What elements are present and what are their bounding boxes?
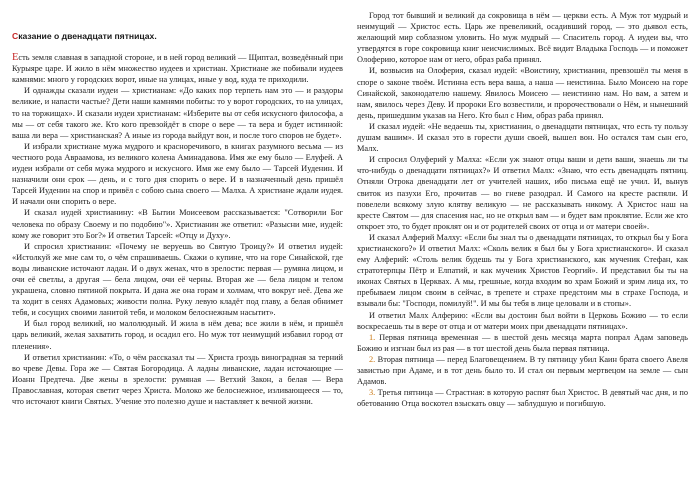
item-text: Первая пятница временная — в шестой день месяца марта попрал Адам заповедь Божию и изгнан был из рая — в тот шестой день была первая пятница. [357, 332, 688, 353]
item-number: 2. [369, 354, 376, 364]
paragraph: И, возвысив на Олоферия, сказал иудей: «Воистину, христианин, превзошёл ты меня в споре о законе твоём. Истинна есть вера ваша, а наша — неистинна. Было Моисею на горе Синайской, законодателю нашему. Явилось Моисею — неистинно нам. Но вам, а затем и нам, явилось через Деву. И пророки Его возвестили, и пророчествовали о Нём, и нынешний день, пришедшим указав на Него. Кто был с Ним, образ раба принял. [357, 66, 688, 120]
paragraph: И ответил христианин: «То, о чём рассказал ты — Христа гроздь виноградная за терний во чреве Девы. Гора же — Святая Богородица. А ладны ливанские, ладан источающие — Иоанн Предтеча. Две жены в зрелости: румяная — Ветхий Закон, а белая — Вера Православная, которая светит через Христа. Молоко же белоснежное, изливающееся — то, что источают книги Святых. Учение это полезно душе и наставляет к вечной жизни. [12, 352, 343, 406]
paragraph: И сказал иудей: «Не ведаешь ты, христианин, о двенадцати пятницах, что есть ту пользу душам вашим». И сказал это в горести души своей, вышел вон. Но остался там сын его, Малх. [357, 121, 688, 154]
paragraph: Город тот бывший и великий да сокровища в нём — церкви есть. А Муж тот мудрый и неимущий — Христос есть. Царь же превеликий, осадивший город, — это дьявол есть, желающий мир соблазном уловить. Но муж мудрый — Спаситель город. А иудеи вы, что утвердятся в горе сокровища книг неисчислимых. Всё видит Владыка Господь — и поможет Олоферию, которое нам от него, образ раба принял. [357, 11, 688, 65]
paragraph: И сказал Алферий Малху: «Если бы знал ты о двенадцати пятницах, то открыл бы у Бога христианского?» И ответил Малх: «Сколь велик я был бы у Бога христианского». И сказал ему Алферий: «Столь велик будешь ты у Бога христианского, как мученик Стефан, как стратотерпцы Пётр и Елпатий, и как мученик Христов Георгий». И представил бы ты на иконах Святых в Церквах. А мы, грешные, когда входим во храм Божий и зрим лица их, то пребываем лицом своим в сейчас, в трепете и страхе предстоим мы в страхе Господа, и взывали бы: "Господи, помилуй!". И мы бы тебя в лице целовали и в стопы». [357, 232, 688, 309]
paragraph: И был город великий, но малолюдный. И жила в нём дева; все жили в нём, и пришёл царь великий, желая захватить город, и осадил его. Но муж тот неимущий избавил город от пленения». [12, 319, 343, 351]
paragraph: И спросил христианин: «Почему не веруешь во Святую Троицу?» И ответил иудей: «Истолкуй же мне сам то, о чём спрашиваешь. Скажи о купине, что на горе Синайской, где воды ливанские источают ладан. И о двух женах, что в зрелости: первая — румяна лицом, и очи её светлы, а другая — бела лицом, очи её черны. Вторая же — бела лицом и телом украшена, словно пятиной покрыта. И дана же она горам и холмам, что вокруг неё. Дева же та ходит в сенях Адамовых; живости полна. Руку левую кладёт под главу, а белая обнимет тебя, и сосущих своими ланитой тебя, и молоком белоснежным насытит». [12, 241, 343, 318]
left-column [12, 10, 343, 495]
item-number: 1. [369, 332, 376, 342]
paragraph: И спросил Олуферий у Малха: «Если уж знают отцы ваши и дети ваши, знаешь ли ты что-нибудь о двенадцати пятницах?» И ответил Малх: «Знаю, что есть двенадцать пятниц. Отняли Отрока двенадцати лет от учителей наших, ибо письма ещё не учил. И, вынув свиток из пазухи Его, прочитав — во гневе разодрал. И Самого на кресте распяли. И повелели всякому злую клятву великую — не рассказывать никому. А Христос наш на кресте Святом — для спасения нас, но не открыл вам — и будет вам проклятие. Если же кто откроет это, то будет проклят он и от родителей своих от отца и от матери своей». [357, 155, 688, 231]
paragraph: И избрали христиане мужа мудрого и красноречивого, в книгах разумного весьма — из честного рода Авраамова, из великого колена Аминадавова. Имя же ему было — Елуфей. А иудеи избрали от себя мужа мудрого и искусного. Имя же ему было — Тарсей Иуденин. И назначили они срок — день, и с того дня спорить о вере. И в назначенный день пришёл Тарсей Иуденин на спор и привёл с собою сына своего — Малха. А христиане ждали иудея. И начали они спорить о вере. [12, 141, 343, 207]
paragraph: И ответил Малх Алферию: «Если вы достоин был войти в Церковь Божию — то если воскресаешь ты в вере от отца и от матери моих при двенадцати пятницах». [357, 310, 688, 331]
right-column [357, 10, 688, 495]
item-text: Вторая пятница — перед Благовещением. В ту пятницу убил Каин брата своего Авеля завистью при Адаме, и в тот день было то. И стал он первым мертвецом на земле — сын Адамов. [357, 354, 688, 387]
paragraph [12, 52, 343, 85]
paragraph: И однажды сказали иудеи — христианам: «До каких пор терпеть нам это — и раздоры великие, и напасти частые? Дети наши камнями побиты: то у ворот городских, то на улицах, то на торжищах». И сказали иудеи христианам: «Изберите вы от себя искусного философа, а мы — от себя такого же. Кто кого превзойдёт в споре о вере — та вера и будет истинной: ваша ли вера — христианская? А иные из города выйдут вон, и после того споров не будет». [12, 86, 343, 140]
title-text: казание о двенадцати пятницах. [18, 31, 157, 41]
friday-item [357, 332, 688, 354]
document-title [12, 31, 343, 42]
paragraph: И сказал иудей христианину: «В Бытии Моисеевом рассказывается: "Сотворили Бог человека по образу Своему и по подобию"». Христианин же ответил: «Разысни мне, иудей: кому же говорит это Бог?» И ответил Тарсей: «Отцу и Духу». [12, 208, 343, 240]
item-number: 3. [369, 388, 376, 398]
friday-item [357, 387, 688, 409]
paragraph-text: сть земля славная в западной стороне, и в ней город великий — Щиптал, возведённый при Курыяре царе. И жило в нём множество иудеев и христиан. Христиане же побивали иудеев камнями: много у городских ворот, иные на улицах, иные у вод, куда те приходили. [12, 53, 343, 85]
drop-cap: Е [12, 52, 19, 64]
title-initial: С [12, 31, 19, 41]
friday-item [357, 354, 688, 387]
item-text: Третья пятница — Страстная: в которую распят был Христос. В девятый час дня, и по обетованию Отца воскотел взыскать овцу — заблудшую и погибшую. [357, 388, 688, 409]
